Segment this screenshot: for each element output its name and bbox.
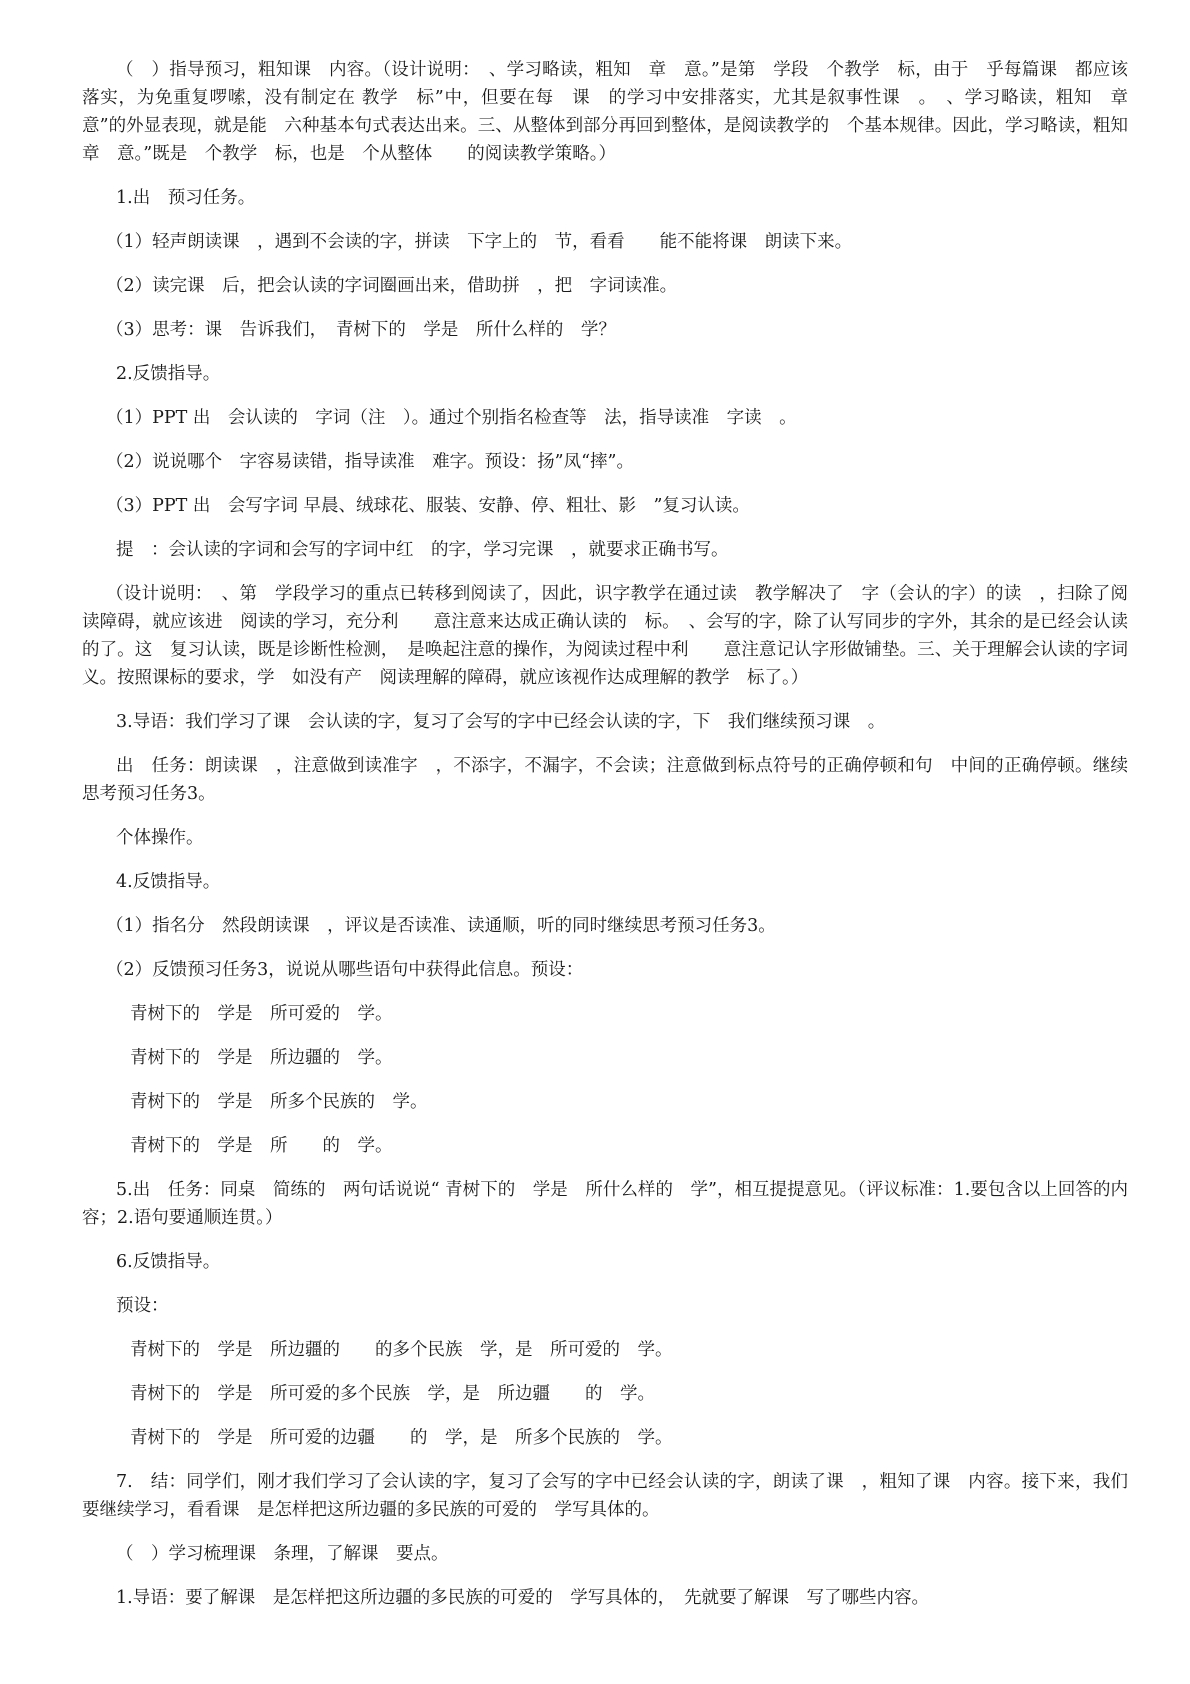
paragraph: 青树下的 学是 所多个民族的 学。 <box>130 1092 428 1112</box>
paragraph: 4.反馈指导。 <box>116 872 221 892</box>
paragraph: （2）说说哪个 字容易读错，指导读准 难字。预设：扬”凤“摔”。 <box>106 452 634 472</box>
paragraph: 7. 结：同学们，刚才我们学习了会认读的字，复习了会写的字中已经会认读的字，朗读了课 ，粗知了课 内容。接下来，我们要继续学习，看看课 是怎样把这所边疆的多民族的可爱的 学写具体的。 <box>82 1472 1128 1520</box>
document-page <box>82 56 1146 1628</box>
paragraph: 提 ：会认读的字词和会写的字词中红 的字，学习完课 ，就要求正确书写。 <box>116 540 729 560</box>
paragraph: 青树下的 学是 所可爱的 学。 <box>130 1004 393 1024</box>
paragraph: （2）读完课 后，把会认读的字词圈画出来，借助拼 ，把 字词读准。 <box>106 276 678 296</box>
paragraph: （2）反馈预习任务3，说说从哪些语句中获得此信息。预设： <box>106 960 584 980</box>
paragraph: 预设： <box>116 1296 169 1316</box>
paragraph: 1.出 预习任务。 <box>116 188 256 208</box>
paragraph: 个体操作。 <box>116 828 204 848</box>
paragraph: 青树下的 学是 所 的 学。 <box>130 1136 393 1156</box>
paragraph: （1）PPT 出 会认读的 字词（注 ）。通过个别指名检查等 法，指导读准 字读 。 <box>106 408 797 428</box>
paragraph: 青树下的 学是 所可爱的多个民族 学，是 所边疆 的 学。 <box>130 1384 655 1404</box>
paragraph: 1.导语：要了解课 是怎样把这所边疆的多民族的可爱的 学写具体的， 先就要了解课 写了哪些内容。 <box>116 1588 929 1608</box>
paragraph: （ ）学习梳理课 条理，了解课 要点。 <box>116 1544 449 1564</box>
paragraph: 3.导语：我们学习了课 会认读的字，复习了会写的字中已经会认读的字，下 我们继续预习课 。 <box>116 712 886 732</box>
paragraph: （1）轻声朗读课 ，遇到不会读的字，拼读 下字上的 节，看看 能不能将课 朗读下来。 <box>106 232 853 252</box>
paragraph: 5.出 任务：同桌 简练的 两句话说说“ 青树下的 学是 所什么样的 学”，相互提提意见。（评议标准：1.要包含以上回答的内容；2.语句要通顺连贯。） <box>82 1180 1128 1228</box>
paragraph: （设计说明： 、第 学段学习的重点已转移到阅读了，因此，识字教学在通过读 教学解决了 字（会认的字）的读 ，扫除了阅读障碍，就应该进 阅读的学习，充分利 意注意来达成正确认读的 标。 、会写的字，除了认写同步的字外，其余的是已经会认读的了。这 复习认读，既是诊断性检测， 是唤起注意的操作，为阅读过程中利 意注意记认字形做铺垫。三、关于理解会认读的字词义。按照课标的要求，学 如没有产 阅读理解的障碍，就应该视作达成理解的教学 标了。） <box>82 584 1128 688</box>
paragraph: 2.反馈指导。 <box>116 364 221 384</box>
paragraph: 青树下的 学是 所边疆的 的多个民族 学，是 所可爱的 学。 <box>130 1340 673 1360</box>
paragraph: 青树下的 学是 所可爱的边疆 的 学，是 所多个民族的 学。 <box>130 1428 673 1448</box>
paragraph: （ ）指导预习，粗知课 内容。（设计说明： 、学习略读，粗知 章 意。”是第 学段 个教学 标，由于 乎每篇课 都应该落实，为免重复啰嗦，没有制定在 教学 标”中，但要在每 课 的学习中安排落实，尤其是叙事性课 。 、学习略读，粗知 章 意”的外显表现，就是能 六种基本句式表达出来。三、从整体到部分再回到整体，是阅读教学的 个基本规律。因此，学习略读，粗知 章 意。”既是 个教学 标，也是 个从整体 的阅读教学策略。） <box>82 60 1146 164</box>
paragraph: （3）思考：课 告诉我们， 青树下的 学是 所什么样的 学？ <box>106 320 616 340</box>
paragraph: 6.反馈指导。 <box>116 1252 221 1272</box>
paragraph: 青树下的 学是 所边疆的 学。 <box>130 1048 393 1068</box>
paragraph: （1）指名分 然段朗读课 ，评议是否读准、读通顺，听的同时继续思考预习任务3。 <box>106 916 776 936</box>
paragraph: 出 任务：朗读课 ，注意做到读准字 ，不添字，不漏字，不会读；注意做到标点符号的正确停顿和句 中间的正确停顿。继续思考预习任务3。 <box>82 756 1128 804</box>
paragraph: （3）PPT 出 会写字词 早晨、绒球花、服装、安静、停、粗壮、影 ”复习认读。 <box>106 496 750 516</box>
